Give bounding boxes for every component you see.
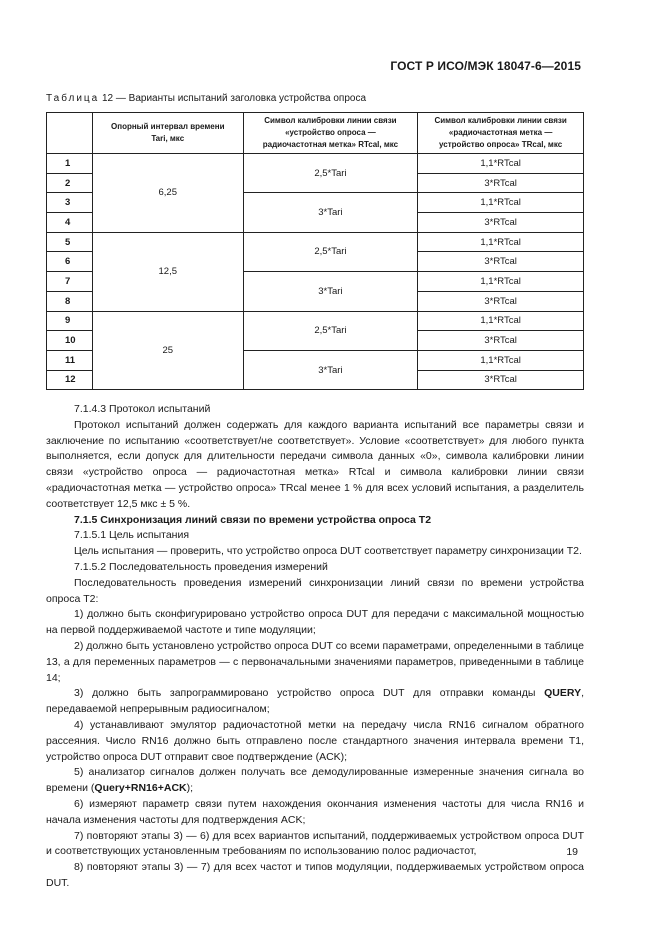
header-trcal: Символ калибровки линии связи «радиочастотная метка — устройство опроса» TRcal, мкс — [418, 113, 584, 154]
section-heading-7-1-4-3: 7.1.4.3 Протокол испытаний — [74, 403, 211, 415]
section-heading-7-1-5-1: 7.1.5.1 Цель испытания — [74, 529, 190, 542]
header-tari: Опорный интервал времени Tari, мкс — [92, 113, 243, 154]
row-number: 6 — [47, 252, 93, 272]
rtcal-cell: 3*Tari — [243, 272, 418, 311]
command-query: QUERY — [544, 687, 582, 700]
row-number: 8 — [47, 291, 93, 311]
trcal-cell: 3*RTcal — [418, 213, 584, 233]
tari-cell: 12,5 — [92, 232, 243, 311]
rtcal-cell: 3*Tari — [243, 350, 418, 389]
table-caption — [46, 93, 366, 104]
trcal-cell: 1,1*RTcal — [418, 350, 584, 370]
row-number: 10 — [47, 331, 93, 351]
list-item-text: , передаваемой непрерывным радиосигналом; — [46, 687, 584, 716]
paragraph-protocol: Протокол испытаний должен содержать для каждого варианта испытаний все параметры связи и заключение по испытанию «соответствует/не соответствует». Условие «соответствует» для любого пункта выполняется, если допуск для длительности передачи символа данных «0», символа калибровки линии связи «устройство опроса — радиочастотная метка» RTcal и символа калибровки линии связи «радиочастотная метка — устройство опроса» TRcal менее 1 % для всех условий испытания, а разделитель соответствует 12,5 мкс ± 5 %. — [46, 418, 584, 510]
list-item-text: 3) должно быть запрограммировано устройство опроса DUT для отправки команды — [74, 687, 545, 700]
row-number: 3 — [47, 193, 93, 213]
list-item: 1) должно быть сконфигурировано устройство опроса DUT для передачи с максимальной мощностью на первой поддерживаемой частоте и типе модуляции; — [46, 608, 584, 637]
document-header: ГОСТ Р ИСО/МЭК 18047-6—2015 — [390, 59, 581, 73]
row-number: 7 — [47, 272, 93, 292]
list-item: 2) должно быть установлено устройство опроса DUT со всеми параметрами, определенными в таблице 13, а для переменных параметров — с первоначальными значениями параметров, приведенными в таблице 14; — [46, 639, 584, 684]
header-rtcal: Символ калибровки линии связи «устройство опроса — радиочастотная метка» RTcal, мкс — [243, 113, 418, 154]
header-empty — [47, 113, 93, 154]
table-row — [47, 232, 584, 252]
rtcal-cell: 2,5*Tari — [243, 232, 418, 271]
table-row — [47, 311, 584, 331]
rtcal-cell: 2,5*Tari — [243, 311, 418, 350]
table-caption-prefix: Таблица — [46, 93, 100, 104]
test-variants-table — [46, 112, 584, 390]
list-item — [46, 686, 584, 718]
list-item — [46, 765, 584, 797]
rtcal-cell: 3*Tari — [243, 193, 418, 232]
table-caption-text: 12 — Варианты испытаний заголовка устройства опроса — [102, 93, 367, 104]
page-number: 19 — [566, 846, 578, 858]
tari-cell: 6,25 — [92, 154, 243, 233]
trcal-cell: 1,1*RTcal — [418, 193, 584, 213]
trcal-cell: 1,1*RTcal — [418, 232, 584, 252]
list-item: 7) повторяют этапы 3) — 6) для всех вариантов испытаний, поддерживаемых устройством опроса DUT и соответствующих установленным требованиям по использованию полос радиочастот, — [46, 829, 584, 858]
trcal-cell: 3*RTcal — [418, 331, 584, 351]
row-number: 4 — [47, 213, 93, 233]
table-header-row — [47, 113, 584, 154]
row-number: 5 — [47, 232, 93, 252]
command-sequence: Query+RN16+ACK — [94, 782, 187, 795]
paragraph-purpose: Цель испытания — проверить, что устройство опроса DUT соответствует параметру синхронизации T2. — [74, 545, 582, 558]
list-item: 4) устанавливают эмулятор радиочастотной метки на передачу числа RN16 сигналом обратного рассеяния. Число RN16 должно быть отправлено после стандартного значения интервала времени T1, устройство опроса DUT отправит свое подтверждение (ACK); — [46, 718, 584, 763]
trcal-cell: 3*RTcal — [418, 291, 584, 311]
trcal-cell: 3*RTcal — [418, 173, 584, 193]
body-text — [46, 402, 584, 892]
trcal-cell: 1,1*RTcal — [418, 311, 584, 331]
list-item-text: 5) анализатор сигналов должен получать все демодулированные измеренные значения сигнала во времени ( — [46, 766, 584, 795]
section-heading-7-1-5: 7.1.5 Синхронизация линий связи по времени устройства опроса T2 — [74, 513, 432, 526]
trcal-cell: 1,1*RTcal — [418, 272, 584, 292]
trcal-cell: 3*RTcal — [418, 370, 584, 390]
row-number: 9 — [47, 311, 93, 331]
row-number: 2 — [47, 173, 93, 193]
rtcal-cell: 2,5*Tari — [243, 154, 418, 193]
list-item: 8) повторяют этапы 3) — 7) для всех частот и типов модуляции, поддерживаемых устройством опроса DUT. — [46, 861, 584, 889]
table-row — [47, 154, 584, 174]
section-heading-7-1-5-2: 7.1.5.2 Последовательность проведения измерений — [74, 560, 328, 573]
row-number: 11 — [47, 350, 93, 370]
trcal-cell: 3*RTcal — [418, 252, 584, 272]
list-item-text: ); — [186, 782, 194, 795]
trcal-cell: 1,1*RTcal — [418, 154, 584, 174]
tari-cell: 25 — [92, 311, 243, 390]
list-item: 6) измеряют параметр связи путем нахождения окончания изменения частоты для числа RN16 и начала изменения частоты для подтверждения ACK; — [46, 797, 584, 826]
row-number: 12 — [47, 370, 93, 390]
row-number: 1 — [47, 154, 93, 174]
paragraph-sequence: Последовательность проведения измерений синхронизации линий связи по времени устройства опроса T2: — [46, 576, 584, 605]
